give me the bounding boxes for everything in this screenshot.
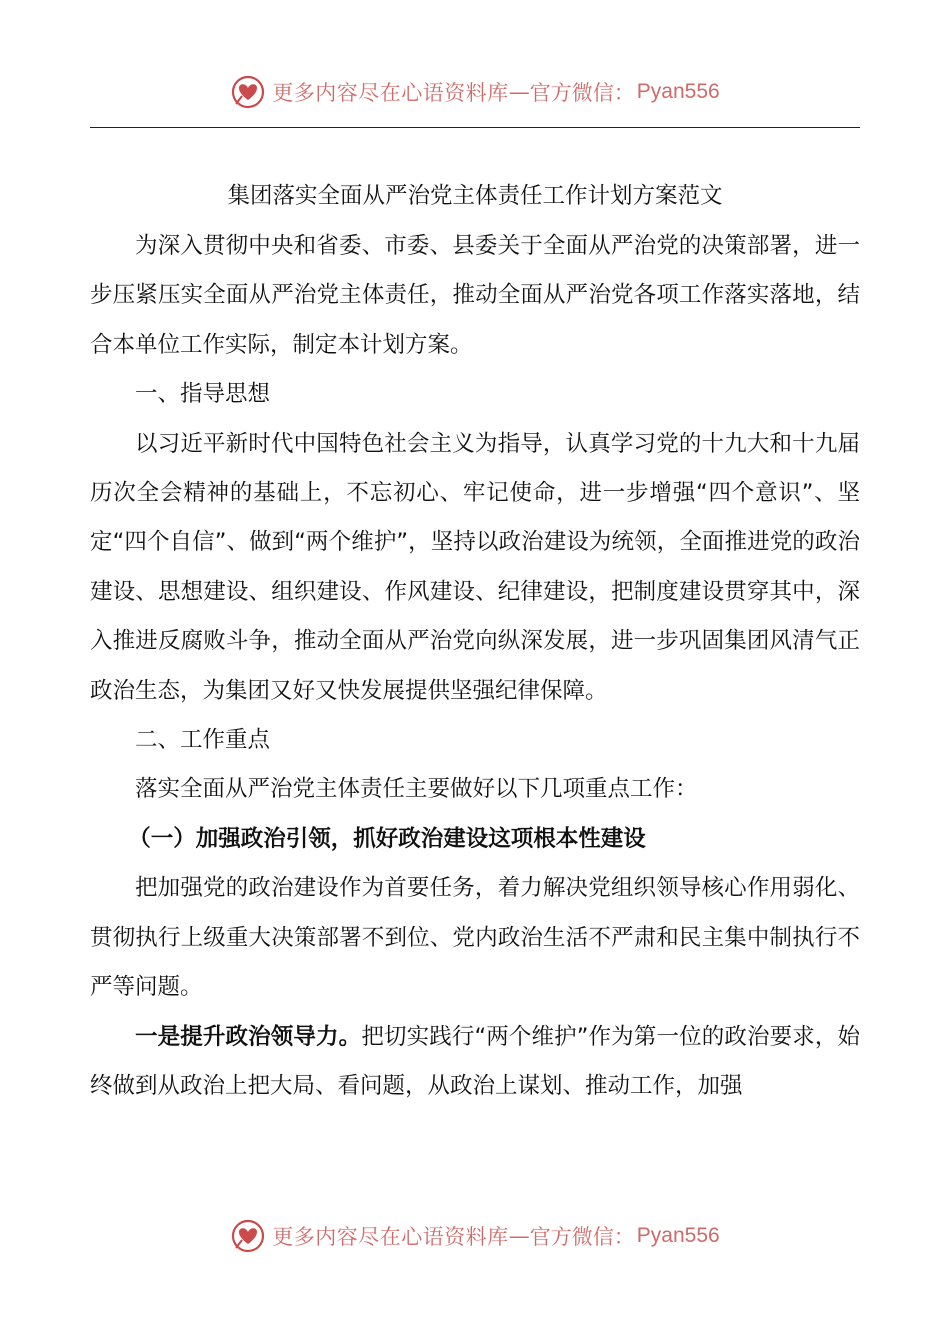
point-one-lead: 一是提升政治领导力。 xyxy=(135,1023,362,1050)
watermark-separator: — xyxy=(508,80,530,104)
point-one-paragraph xyxy=(90,1013,860,1112)
heart-logo-icon xyxy=(230,74,266,110)
watermark-text: 更多内容尽在心语资料库 xyxy=(272,81,509,105)
watermark-wechat-id: Pyan556 xyxy=(636,1224,720,1247)
watermark-text: 更多内容尽在心语资料库 xyxy=(272,1225,509,1249)
watermark-header xyxy=(0,70,950,114)
guiding-ideology-paragraph: 以习近平新时代中国特色社会主义为指导，认真学习党的十九大和十九届历次全会精神的基础上，不忘初心、牢记使命，进一步增强“四个意识”、坚定“四个自信”、做到“两个维护”，坚持以政治建设为统领，全面推进党的政治建设、思想建设、组织建设、作风建设、纪律建设，把制度建设贯穿其中，深入推进反腐败斗争，推动全面从严治党向纵深发展，进一步巩固集团风清气正政治生态，为集团又好又快发展提供坚强纪律保障。 xyxy=(90,430,860,704)
watermark-wechat-label: 官方微信： xyxy=(529,1225,635,1249)
work-focus-intro: 落实全面从严治党主体责任主要做好以下几项重点工作： xyxy=(135,776,698,803)
subheading-political-leadership: （一）加强政治引领，抓好政治建设这项根本性建设 xyxy=(128,825,646,852)
political-construction-paragraph: 把加强党的政治建设作为首要任务，着力解决党组织领导核心作用弱化、贯彻执行上级重大决策部署不到位、党内政治生活不严肃和民主集中制执行不严等问题。 xyxy=(90,875,860,1001)
point-one-body: 把切实践行“两个维护”作为第一位的政治要求，始终做到从政治上把大局、看问题，从政治上谋划、推动工作，加强 xyxy=(90,1023,860,1099)
intro-paragraph: 为深入贯彻中央和省委、市委、县委关于全面从严治党的决策部署，进一步压紧压实全面从严治党主体责任，推动全面从严治党各项工作落实落地，结合本单位工作实际，制定本计划方案。 xyxy=(90,233,860,358)
document-title: 集团落实全面从严治党主体责任工作计划方案范文 xyxy=(227,183,723,209)
section-heading-guiding-ideology: 一、指导思想 xyxy=(135,381,271,408)
section-heading-work-focus: 二、工作重点 xyxy=(135,727,271,754)
heart-logo-icon xyxy=(230,1218,266,1254)
document-body xyxy=(90,172,860,1111)
watermark-wechat-label: 官方微信： xyxy=(529,81,635,105)
header-divider xyxy=(90,127,860,128)
watermark-footer xyxy=(0,1214,950,1258)
watermark-separator: — xyxy=(508,1224,530,1248)
watermark-wechat-id: Pyan556 xyxy=(636,80,720,103)
